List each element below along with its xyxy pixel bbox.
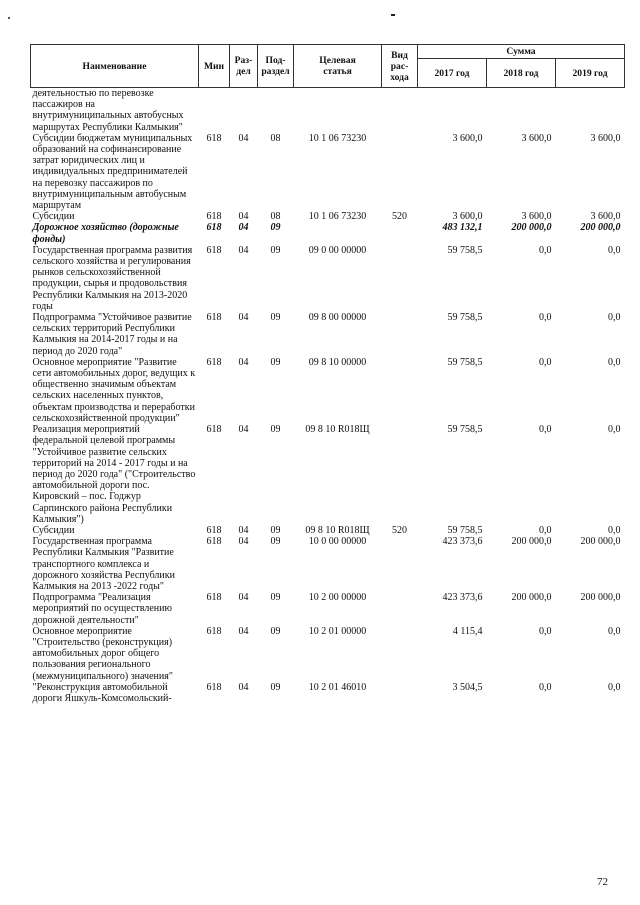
table-cell-razdel: 04 bbox=[238, 132, 249, 144]
table-row bbox=[31, 245, 625, 312]
page-number: 72 bbox=[597, 876, 608, 888]
table-cell-2017: 4 115,4 bbox=[452, 625, 483, 637]
table-cell-razdel: 04 bbox=[238, 222, 249, 234]
table-cell-razdel: 04 bbox=[238, 211, 249, 223]
table-cell-podrazdel: 09 bbox=[270, 222, 281, 234]
table-cell-razdel: 04 bbox=[238, 244, 249, 256]
table-cell-2018: 3 600,0 bbox=[521, 132, 552, 144]
table-cell-podrazdel: 09 bbox=[270, 681, 281, 693]
table-cell-2019: 0,0 bbox=[608, 312, 621, 324]
table-cell-2017 bbox=[418, 88, 487, 133]
table-cell-min: 618 bbox=[206, 536, 222, 548]
table-cell-2017: 59 758,5 bbox=[447, 312, 483, 324]
scan-speck bbox=[8, 17, 10, 19]
table-cell-vid bbox=[382, 222, 418, 244]
table-cell-min: 618 bbox=[206, 524, 222, 536]
table-cell-target: 10 2 01 00000 bbox=[308, 625, 367, 637]
table-cell-2018: 200 000,0 bbox=[511, 592, 552, 604]
table-cell-razdel: 04 bbox=[238, 524, 249, 536]
table-cell-name: Государственная программа Республики Калмыкия "Развитие транспортного комплекса и дорожного хозяйства Республики Калмыкия на 2013 -2022 годы" bbox=[32, 536, 175, 592]
table-cell-2017: 59 758,5 bbox=[447, 356, 483, 368]
header-2017: 2017 год bbox=[418, 59, 487, 88]
table-cell-podrazdel bbox=[258, 88, 294, 133]
table-cell-2017: 3 504,5 bbox=[452, 681, 483, 693]
table-cell-2019: 200 000,0 bbox=[580, 536, 621, 548]
table-cell-2018: 200 000,0 bbox=[511, 536, 552, 548]
table-cell-razdel bbox=[230, 88, 258, 133]
table-cell-razdel: 04 bbox=[238, 592, 249, 604]
table-cell-2019 bbox=[556, 88, 625, 133]
table-cell-razdel: 04 bbox=[238, 424, 249, 436]
table-cell-podrazdel: 09 bbox=[270, 625, 281, 637]
table-cell-name: Субсидии bbox=[32, 524, 75, 536]
table-cell-min: 618 bbox=[206, 222, 222, 234]
table-cell-name: деятельностью по перевозке пассажиров на внутримуниципальных автобусных маршрутах Республики Калмыкия" bbox=[31, 88, 199, 133]
header-podrazdel: Под- раздел bbox=[258, 45, 294, 88]
header-sum: Сумма bbox=[418, 45, 625, 59]
header-razdel: Раз- дел bbox=[230, 45, 258, 88]
table-cell-vid bbox=[382, 626, 418, 682]
budget-table bbox=[30, 44, 625, 704]
table-row bbox=[31, 424, 625, 525]
table-cell-2019: 0,0 bbox=[608, 356, 621, 368]
table-cell-2019: 0,0 bbox=[608, 244, 621, 256]
table-cell-2018: 0,0 bbox=[539, 312, 552, 324]
table-cell-min: 618 bbox=[206, 312, 222, 324]
table-cell-target: 10 0 00 00000 bbox=[308, 536, 367, 548]
table-header bbox=[31, 45, 625, 88]
table-cell-target bbox=[294, 88, 382, 133]
table-cell-name: Основное мероприятие "Развитие сети автомобильных дорог, ведущих к общественно значимым объектам сельских населенных пунктов, объектам производства и переработки сельскохозяйственной продукции" bbox=[32, 356, 196, 424]
table-cell-razdel: 04 bbox=[238, 312, 249, 324]
table-cell-min: 618 bbox=[206, 244, 222, 256]
table-row bbox=[31, 592, 625, 626]
table-cell-2019: 200 000,0 bbox=[580, 222, 621, 234]
header-target: Целевая статья bbox=[294, 45, 382, 88]
table-cell-2017: 3 600,0 bbox=[452, 132, 483, 144]
table-cell-name: Субсидии бюджетам муниципальных образований на софинансирование затрат юридических лиц и индивидуальных предпринимателей на перевозку пассажиров по внутримуниципальным автобусным маршрутам bbox=[32, 132, 193, 212]
table-cell-podrazdel: 09 bbox=[270, 356, 281, 368]
table-row bbox=[31, 222, 625, 244]
table-cell-vid bbox=[382, 133, 418, 211]
table-cell-2019: 0,0 bbox=[608, 424, 621, 436]
table-cell-podrazdel: 09 bbox=[270, 524, 281, 536]
table-cell-2018: 0,0 bbox=[539, 244, 552, 256]
table-cell-2018: 0,0 bbox=[539, 681, 552, 693]
table-cell-vid bbox=[382, 424, 418, 525]
header-mark bbox=[391, 14, 395, 16]
table-cell-2017: 483 132,1 bbox=[442, 222, 483, 234]
table-cell-target: 10 2 01 46010 bbox=[308, 681, 367, 693]
table-row bbox=[31, 357, 625, 424]
table-cell-razdel: 04 bbox=[238, 356, 249, 368]
table-cell-name: Дорожное хозяйство (дорожные фонды) bbox=[32, 222, 179, 245]
table-cell-target: 09 8 00 00000 bbox=[308, 312, 367, 324]
table-cell-min: 618 bbox=[206, 424, 222, 436]
table-row bbox=[31, 211, 625, 222]
table-cell-min: 618 bbox=[206, 132, 222, 144]
table-cell-2018: 3 600,0 bbox=[521, 211, 552, 223]
table-cell-vid bbox=[382, 88, 418, 133]
table-cell-vid bbox=[382, 357, 418, 424]
table-cell-target: 10 2 00 00000 bbox=[308, 592, 367, 604]
table-cell-podrazdel: 09 bbox=[270, 592, 281, 604]
table-cell-2018: 200 000,0 bbox=[511, 222, 552, 234]
table-cell-target: 09 8 10 R018Щ bbox=[305, 424, 370, 436]
table-cell-min bbox=[199, 88, 230, 133]
table-cell-name: Основное мероприятие "Строительство (реконструкция) автомобильных дорог общего пользования регионального (межмуниципального) значения" bbox=[32, 625, 173, 682]
table-cell-2019: 0,0 bbox=[608, 625, 621, 637]
table-cell-target: 09 8 10 R018Щ bbox=[305, 524, 370, 536]
table-cell-min: 618 bbox=[206, 625, 222, 637]
table-cell-name: Подпрограмма "Устойчивое развитие сельских территорий Республики Калмыкия на 2014-2017 годы и на период до 2020 года" bbox=[32, 312, 192, 357]
table-cell-name: "Реконструкция автомобильной дороги Яшкуль-Комсомольский- bbox=[32, 681, 172, 704]
table-cell-2018: 0,0 bbox=[539, 424, 552, 436]
table-cell-2018: 0,0 bbox=[539, 524, 552, 536]
header-name: Наименование bbox=[31, 45, 199, 88]
table-cell-name: Государственная программа развития сельского хозяйства и регулирования рынков сельскохозяйственной продукции, сырья и продовольствия Республики Калмыкия на 2013-2020 годы bbox=[32, 244, 193, 312]
table-cell-2019: 3 600,0 bbox=[590, 211, 621, 223]
header-min: Мин bbox=[199, 45, 230, 88]
table-cell-2019: 200 000,0 bbox=[580, 592, 621, 604]
table-cell-vid bbox=[382, 536, 418, 592]
table-cell-target bbox=[294, 222, 382, 244]
table-cell-vid bbox=[382, 682, 418, 704]
table-cell-name: Реализация мероприятий федеральной целевой программы "Устойчивое развитие сельских территорий на 2014 - 2017 годы и на период до 2020 года" ("Строительство автомобильной дороги пос. Кировский – пос. Годжур Сарпинского района Республики Калмыкия") bbox=[32, 424, 196, 525]
table-body bbox=[31, 88, 625, 705]
table-row bbox=[31, 682, 625, 704]
table-row bbox=[31, 626, 625, 682]
table-row bbox=[31, 88, 625, 133]
header-vid: Вид рас- хода bbox=[382, 45, 418, 88]
table-cell-2019: 3 600,0 bbox=[590, 132, 621, 144]
table-cell-2017: 423 373,6 bbox=[442, 592, 483, 604]
table-cell-name: Подпрограмма "Реализация мероприятий по осуществлению дорожной деятельности" bbox=[32, 592, 172, 626]
table-cell-vid bbox=[382, 245, 418, 312]
table-cell-podrazdel: 09 bbox=[270, 244, 281, 256]
table-cell-2017: 59 758,5 bbox=[447, 244, 483, 256]
table-cell-2017: 3 600,0 bbox=[452, 211, 483, 223]
table-cell-vid: 520 bbox=[392, 211, 407, 223]
table-row bbox=[31, 312, 625, 357]
table-cell-2019: 0,0 bbox=[608, 681, 621, 693]
table-cell-vid bbox=[382, 592, 418, 626]
table-cell-podrazdel: 08 bbox=[270, 132, 281, 144]
table-cell-podrazdel: 09 bbox=[270, 312, 281, 324]
header-2018: 2018 год bbox=[487, 59, 556, 88]
table-cell-2018: 0,0 bbox=[539, 356, 552, 368]
table-cell-podrazdel: 09 bbox=[270, 424, 281, 436]
table-cell-podrazdel: 09 bbox=[270, 536, 281, 548]
table-cell-2018: 0,0 bbox=[539, 625, 552, 637]
table-cell-2017: 59 758,5 bbox=[447, 424, 483, 436]
table-cell-min: 618 bbox=[206, 356, 222, 368]
table-cell-vid: 520 bbox=[392, 524, 407, 536]
table-cell-min: 618 bbox=[206, 592, 222, 604]
table-cell-target: 09 0 00 00000 bbox=[308, 244, 367, 256]
table-cell-target: 10 1 06 73230 bbox=[308, 132, 367, 144]
table-row bbox=[31, 133, 625, 211]
table-cell-2017: 423 373,6 bbox=[442, 536, 483, 548]
table-cell-2018 bbox=[487, 88, 556, 133]
table-cell-min: 618 bbox=[206, 681, 222, 693]
table-cell-razdel: 04 bbox=[238, 536, 249, 548]
table-cell-podrazdel: 08 bbox=[270, 211, 281, 223]
table-cell-min: 618 bbox=[206, 211, 222, 223]
table-cell-vid bbox=[382, 312, 418, 357]
table-row bbox=[31, 536, 625, 592]
header-2019: 2019 год bbox=[556, 59, 625, 88]
table-cell-name: Субсидии bbox=[32, 211, 75, 223]
table-cell-razdel: 04 bbox=[238, 625, 249, 637]
table-cell-target: 09 8 10 00000 bbox=[308, 356, 367, 368]
table-cell-target: 10 1 06 73230 bbox=[308, 211, 367, 223]
table-cell-razdel: 04 bbox=[238, 681, 249, 693]
table-cell-2017: 59 758,5 bbox=[447, 524, 483, 536]
table-row bbox=[31, 525, 625, 536]
table-cell-2019: 0,0 bbox=[608, 524, 621, 536]
